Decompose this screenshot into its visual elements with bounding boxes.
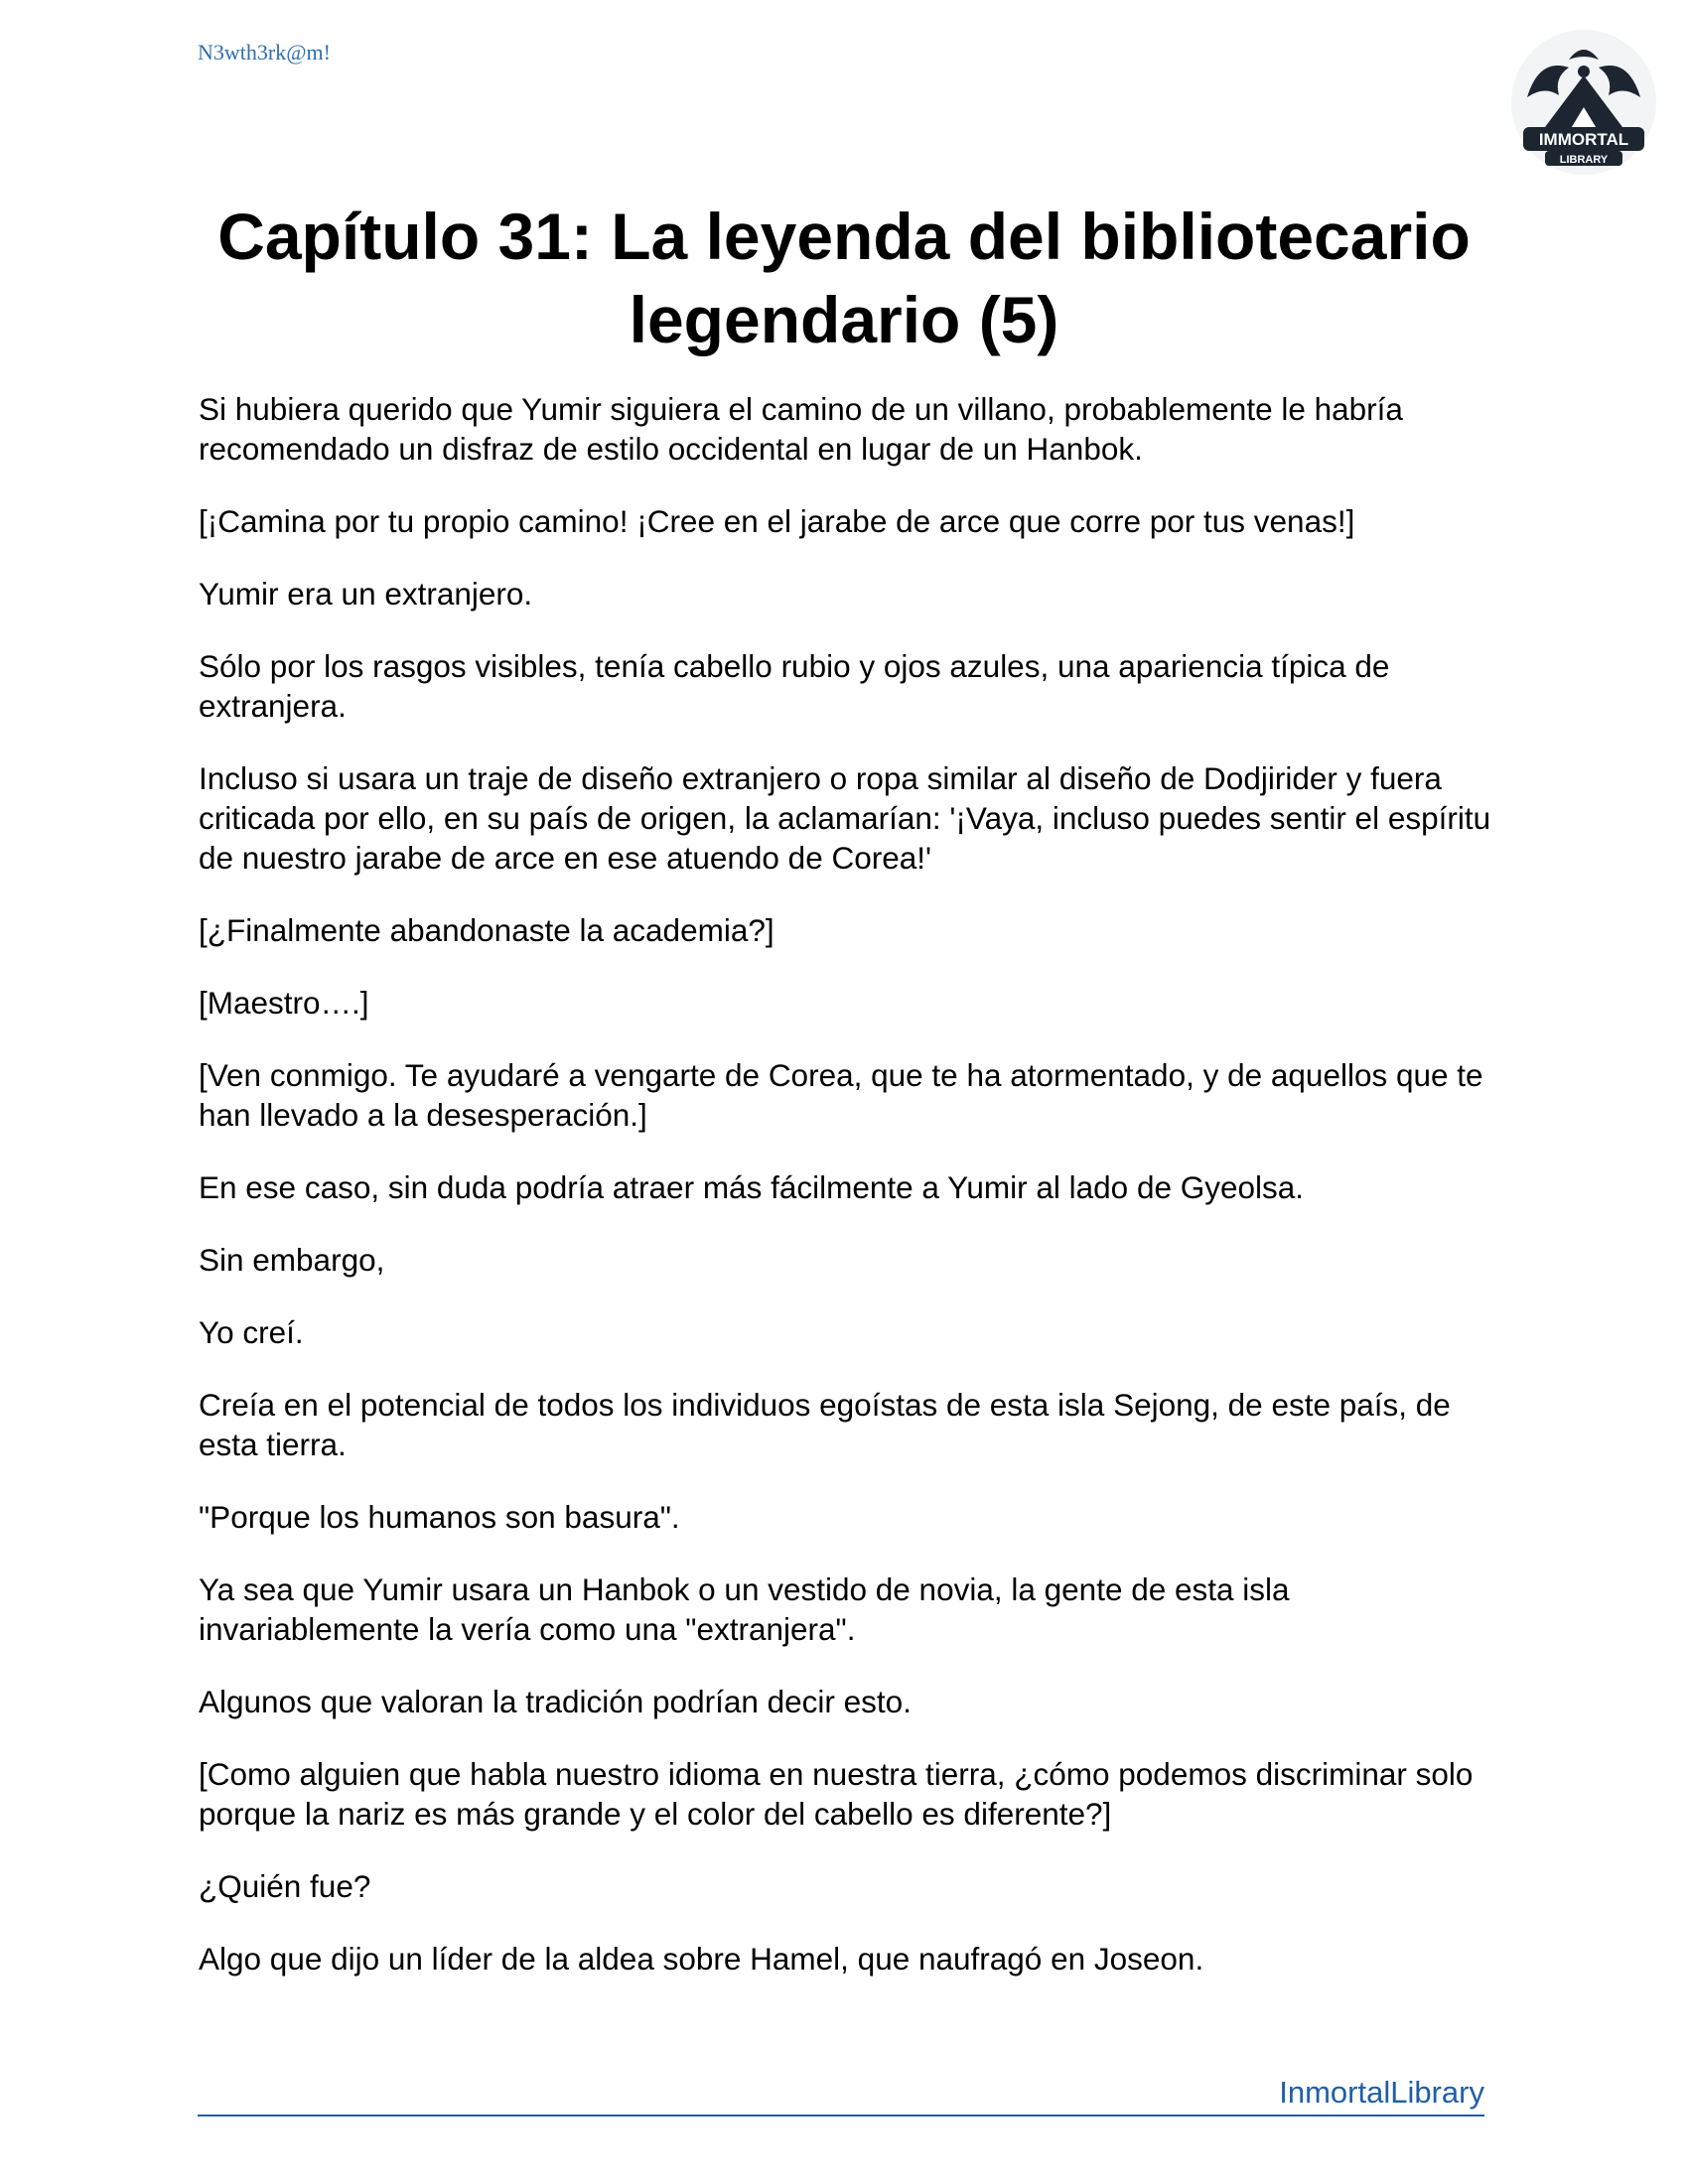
paragraph: ¿Quién fue?	[199, 1868, 371, 1904]
paragraph: Si hubiera querido que Yumir siguiera el camino de un villano, probablemente le habría recomendado un disfraz de estilo occidental en lugar de un Hanbok.	[199, 391, 1403, 467]
watermark: N3wth3rk@m!	[198, 40, 331, 65]
chapter-body	[199, 389, 1499, 2011]
paragraph: [Como alguien que habla nuestro idioma en nuestra tierra, ¿cómo podemos discriminar solo porque la nariz es más grande y el color del cabello es diferente?]	[199, 1756, 1474, 1832]
chapter-title: Capítulo 31: La leyenda del bibliotecario legendario (5)	[217, 200, 1471, 356]
paragraph: Algo que dijo un líder de la aldea sobre Hamel, que naufragó en Joseon.	[199, 1941, 1204, 1977]
paragraph: Ya sea que Yumir usara un Hanbok o un vestido de novia, la gente de esta isla invariablemente la vería como una "extranjera".	[199, 1571, 1290, 1647]
paragraph: [¿Finalmente abandonaste la academia?]	[199, 912, 774, 948]
paragraph: "Porque los humanos son basura".	[199, 1499, 680, 1535]
paragraph: [Ven conmigo. Te ayudaré a vengarte de Corea, que te ha atormentado, y de aquellos que te han llevado a la desesperación.]	[199, 1057, 1483, 1133]
paragraph: En ese caso, sin duda podría atraer más fácilmente a Yumir al lado de Gyeolsa.	[199, 1169, 1305, 1205]
immortal-library-logo	[1509, 28, 1658, 177]
logo-text-line1: IMMORTAL	[1538, 130, 1629, 149]
logo-text-line2: LIBRARY	[1559, 154, 1609, 166]
footer-divider	[198, 2115, 1484, 2116]
paragraph: Creía en el potencial de todos los individuos egoístas de esta isla Sejong, de este país, de esta tierra.	[199, 1387, 1451, 1462]
paragraph: Sólo por los rasgos visibles, tenía cabello rubio y ojos azules, una apariencia típica de extranjera.	[199, 648, 1390, 724]
paragraph: [Maestro….]	[199, 985, 369, 1021]
footer-link-inmortal-library[interactable]: InmortalLibrary	[1279, 2075, 1484, 2110]
paragraph: Yo creí.	[199, 1314, 304, 1350]
paragraph: Incluso si usara un traje de diseño extranjero o ropa similar al diseño de Dodjirider y fuera criticada por ello, en su país de origen, la aclamarían: '¡Vaya, incluso puedes sentir el espíritu de nuestro jarabe de arce en ese atuendo de Corea!'	[199, 760, 1491, 876]
paragraph: Yumir era un extranjero.	[199, 576, 533, 612]
paragraph: Sin embargo,	[199, 1242, 385, 1278]
paragraph: Algunos que valoran la tradición podrían decir esto.	[199, 1684, 912, 1719]
paragraph: [¡Camina por tu propio camino! ¡Cree en el jarabe de arce que corre por tus venas!]	[199, 503, 1355, 539]
